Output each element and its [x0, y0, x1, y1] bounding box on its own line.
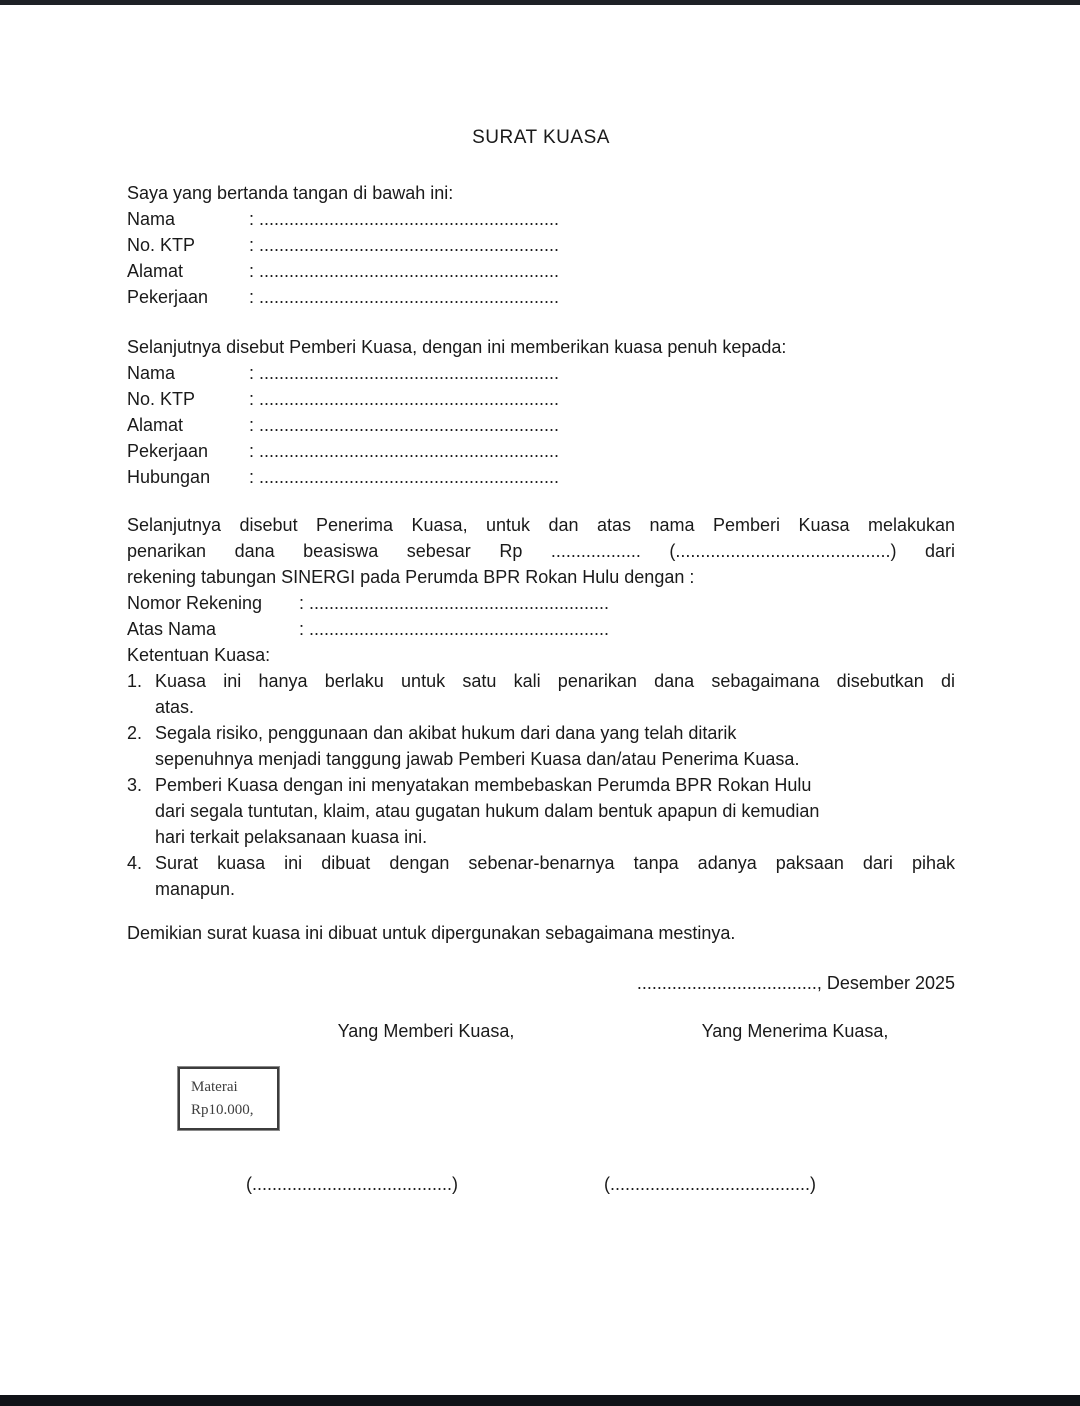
- paragraph-line: rekening tabungan SINERGI pada Perumda BPR Rokan Hulu dengan :: [127, 567, 695, 587]
- term-line: atas.: [155, 697, 195, 717]
- pemberi-field-nama: [127, 206, 955, 232]
- field-label: Nama: [127, 209, 176, 229]
- term-line: Surat kuasa ini dibuat dengan sebenar-benarnya tanpa adanya paksaan dari pihak: [155, 853, 955, 873]
- ketentuan-heading: Ketentuan Kuasa:: [127, 645, 271, 665]
- term-number: 2.: [127, 723, 143, 743]
- materai-label: Materai: [191, 1079, 238, 1095]
- field-dotted-line: : ............................................................: [249, 467, 560, 487]
- penerima-field-alamat: [127, 412, 955, 438]
- term-item-1: [127, 668, 955, 720]
- signature-lines-row: [127, 1171, 955, 1197]
- document-title: SURAT KUASA: [472, 127, 610, 148]
- term-number: 3.: [127, 775, 143, 795]
- field-label: Pekerjaan: [127, 287, 209, 307]
- signature-label-pemberi: Yang Memberi Kuasa,: [337, 1021, 515, 1041]
- signature-line-pemberi: (........................................): [245, 1174, 459, 1194]
- penerima-field-ktp: [127, 386, 955, 412]
- field-dotted-line: : ............................................................: [299, 619, 610, 639]
- term-number: 1.: [127, 671, 143, 691]
- term-line: dari segala tuntutan, klaim, atau gugatan hukum dalam bentuk apapun di kemudian: [155, 801, 820, 821]
- term-line: Kuasa ini hanya berlaku untuk satu kali penarikan dana sebagaimana disebutkan di: [155, 671, 955, 691]
- pemberi-intro: Saya yang bertanda tangan di bawah ini:: [127, 183, 454, 203]
- field-dotted-line: : ............................................................: [249, 235, 560, 255]
- term-item-2: [127, 720, 955, 772]
- field-label: Nomor Rekening: [127, 593, 263, 613]
- term-line: Segala risiko, penggunaan dan akibat hukum dari dana yang telah ditarik: [155, 723, 737, 743]
- signature-line-penerima: (........................................): [603, 1174, 817, 1194]
- term-number: 4.: [127, 853, 143, 873]
- pemberi-field-ktp: [127, 232, 955, 258]
- penerima-intro: Selanjutnya disebut Pemberi Kuasa, dengan ini memberikan kuasa penuh kepada:: [127, 337, 787, 357]
- field-dotted-line: : ............................................................: [249, 415, 560, 435]
- date-place-line: ...................................., Desember 2025: [636, 973, 955, 993]
- penerima-field-nama: [127, 360, 955, 386]
- field-label: Nama: [127, 363, 176, 383]
- field-label: Alamat: [127, 415, 184, 435]
- term-item-3: [127, 772, 955, 850]
- term-item-4: [127, 850, 955, 902]
- kuasa-paragraph: [127, 512, 955, 590]
- term-line: sepenuhnya menjadi tanggung jawab Pemberi Kuasa dan/atau Penerima Kuasa.: [155, 749, 800, 769]
- materai-stamp-box: [178, 1067, 279, 1130]
- paragraph-line: penarikan dana beasiswa sebesar Rp .................. (...........................................) dari: [127, 541, 955, 561]
- field-label: Alamat: [127, 261, 184, 281]
- field-dotted-line: : ............................................................: [299, 593, 610, 613]
- field-dotted-line: : ............................................................: [249, 389, 560, 409]
- field-dotted-line: : ............................................................: [249, 261, 560, 281]
- penerima-field-pekerjaan: [127, 438, 955, 464]
- field-dotted-line: : ............................................................: [249, 209, 560, 229]
- field-label: Pekerjaan: [127, 441, 209, 461]
- field-dotted-line: : ............................................................: [249, 363, 560, 383]
- rekening-field-nomor: [127, 590, 955, 616]
- field-label: No. KTP: [127, 235, 196, 255]
- paragraph-line: Selanjutnya disebut Penerima Kuasa, untuk dan atas nama Pemberi Kuasa melakukan: [127, 515, 955, 535]
- field-label: Hubungan: [127, 467, 211, 487]
- term-line: Pemberi Kuasa dengan ini menyatakan membebaskan Perumda BPR Rokan Hulu: [155, 775, 812, 795]
- bottom-border-bar: [0, 1395, 1080, 1406]
- field-label: No. KTP: [127, 389, 196, 409]
- pemberi-field-pekerjaan: [127, 284, 955, 310]
- signature-label-penerima: Yang Menerima Kuasa,: [701, 1021, 889, 1041]
- field-dotted-line: : ............................................................: [249, 287, 560, 307]
- rekening-field-atasnama: [127, 616, 955, 642]
- term-line: hari terkait pelaksanaan kuasa ini.: [155, 827, 428, 847]
- field-dotted-line: : ............................................................: [249, 441, 560, 461]
- penerima-field-hubungan: [127, 464, 955, 490]
- pemberi-field-alamat: [127, 258, 955, 284]
- field-label: Atas Nama: [127, 619, 217, 639]
- term-line: manapun.: [155, 879, 236, 899]
- signature-labels-row: [127, 1018, 955, 1044]
- materai-value: Rp10.000,: [191, 1102, 254, 1118]
- closing-statement: Demikian surat kuasa ini dibuat untuk dipergunakan sebagaimana mestinya.: [127, 923, 736, 943]
